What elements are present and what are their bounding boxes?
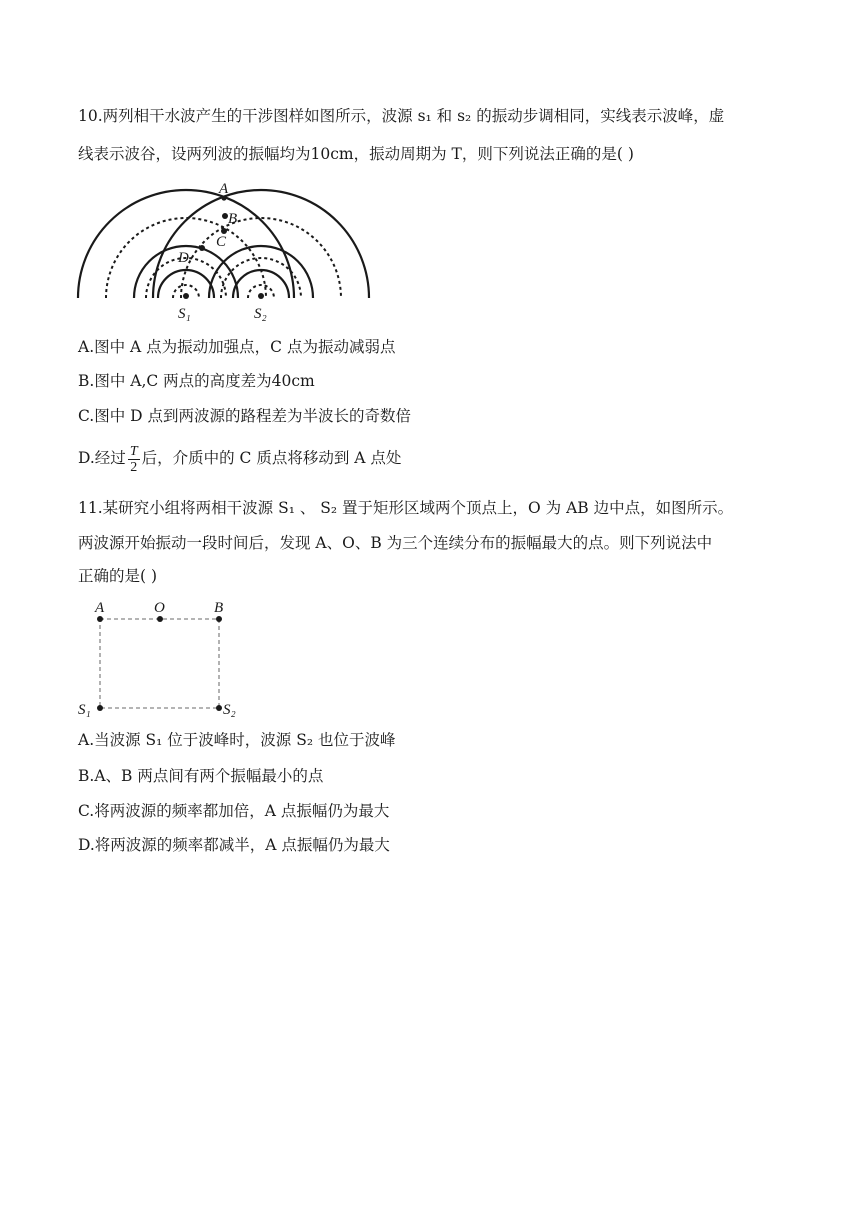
- rectangle-dashed: [100, 619, 219, 708]
- q10-interference-figure: [78, 178, 378, 323]
- q10-option-b: B.图中 A,C 两点的高度差为40cm: [78, 372, 315, 390]
- label-a: A: [219, 181, 229, 197]
- point-a: [97, 616, 103, 622]
- q11-rectangle-figure: [78, 596, 258, 721]
- label-s1: S₁: [78, 702, 91, 718]
- point-s1: [183, 293, 189, 299]
- fraction-numerator: T: [129, 443, 138, 459]
- label-b: B: [214, 600, 224, 616]
- label-s2: S₂: [254, 306, 267, 322]
- fraction-denominator: 2: [130, 459, 138, 475]
- point-s2: [258, 293, 264, 299]
- label-d: D: [178, 250, 189, 266]
- q11-option-c: C.将两波源的频率都加倍，A 点振幅仍为最大: [78, 802, 390, 820]
- q10-option-d-suffix: 后，介质中的 C 质点将移动到 A 点处: [141, 449, 402, 467]
- label-c: C: [216, 234, 227, 250]
- q10-option-d-prefix: D.经过: [78, 449, 126, 467]
- q11-option-a: A.当波源 S₁ 位于波峰时，波源 S₂ 也位于波峰: [78, 731, 396, 749]
- q10-option-d: [78, 440, 401, 476]
- q11-option-b: B.A、B 两点间有两个振幅最小的点: [78, 767, 324, 785]
- point-o: [157, 616, 163, 622]
- label-a: A: [95, 600, 105, 616]
- label-s2: S₂: [223, 702, 236, 718]
- s2-crest-outer: [153, 190, 369, 298]
- q10-option-c: C.图中 D 点到两波源的路程差为半波长的奇数倍: [78, 407, 412, 425]
- q11-option-d: D.将两波源的频率都减半，A 点振幅仍为最大: [78, 836, 390, 854]
- s1-crest-outer: [78, 190, 294, 298]
- point-d: [199, 245, 205, 251]
- point-s2: [216, 705, 222, 711]
- q10-stem-line1: 10.两列相干水波产生的干涉图样如图所示，波源 s₁ 和 s₂ 的振动步调相同，实线表示波峰，虚: [78, 107, 725, 125]
- label-s1: S₁: [178, 306, 191, 322]
- q11-stem-line2: 两波源开始振动一段时间后，发现 A、O、B 为三个连续分布的振幅最大的点。则下列说法中: [78, 534, 713, 552]
- rect-points: [97, 616, 222, 711]
- q11-stem-line1: 11.某研究小组将两相干波源 S₁ 、 S₂ 置于矩形区域两个顶点上，O 为 AB 边中点，如图所示。: [78, 499, 734, 517]
- q11-stem-line3: 正确的是( ): [78, 567, 158, 585]
- point-b: [216, 616, 222, 622]
- label-b: B: [228, 211, 238, 227]
- label-o: O: [154, 600, 165, 616]
- fraction-t-over-2: [128, 444, 140, 475]
- q10-option-a: A.图中 A 点为振动加强点，C 点为振动减弱点: [78, 338, 396, 356]
- point-s1: [97, 705, 103, 711]
- q10-stem-line2: 线表示波谷，设两列波的振幅均为10cm，振动周期为 T，则下列说法正确的是( ): [78, 145, 634, 163]
